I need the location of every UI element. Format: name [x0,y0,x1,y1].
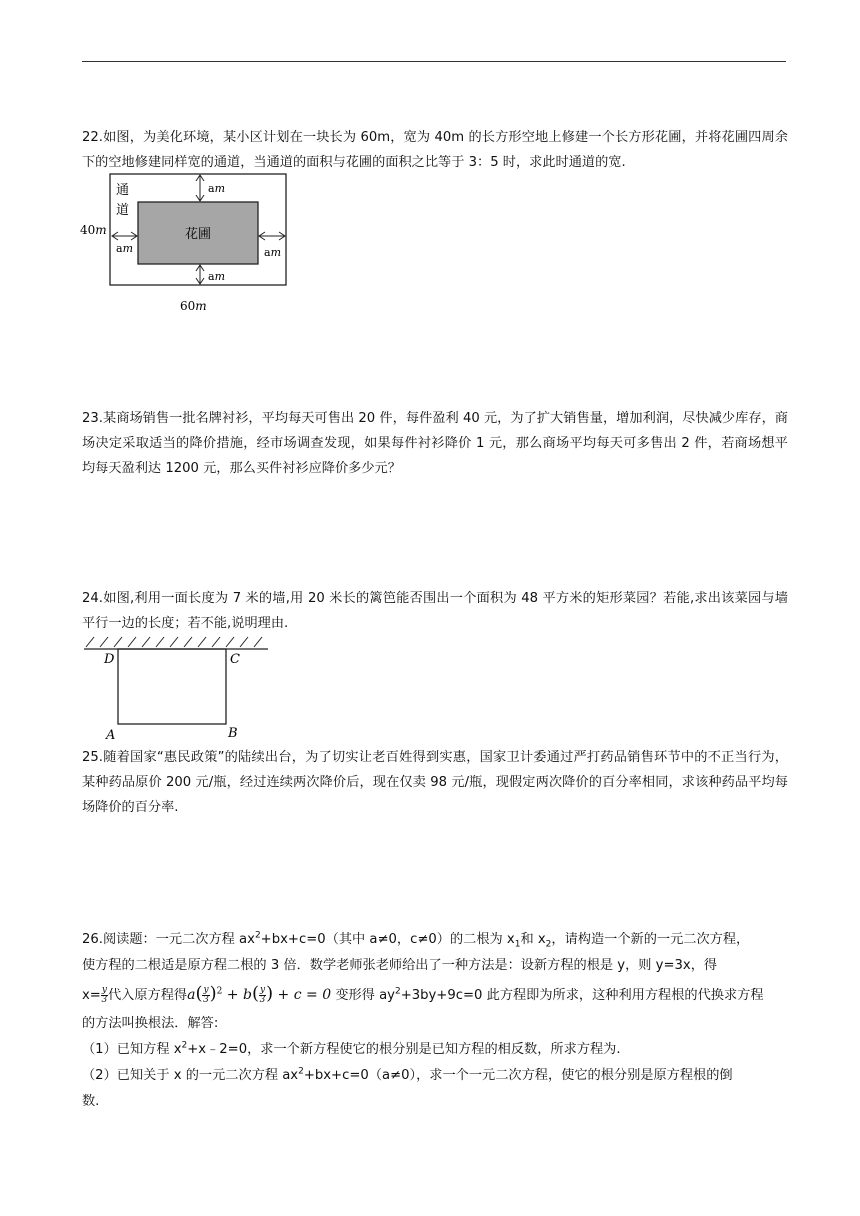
point-C: C [230,652,240,667]
svg-text:am: am [116,242,133,255]
bottom-a-label: a [208,270,215,283]
q26-line-3: x= $\frac{y}{3}$ 代入原方程得a( $\frac{y}{3}$ )$^2$ + b( $\frac{y}{3}$ ) + c = 0 变形得 $ay^2+3by+9c=0$ 此方程即为所求，这种利用方程根的代换求方程 [82,983,764,1005]
svg-text:40m: 40m [80,223,107,237]
road-label-1: 通 [116,183,130,198]
garden-figure [78,172,293,317]
height-label: 40 [80,223,96,237]
point-D: D [104,652,115,667]
fraction-y-over-3: $\frac{y}{3}$ [101,984,108,1005]
substituted-equation: a( $\frac{y}{3}$ )$^2$ + b( $\frac{y}{3}$ ) + c = 0 [187,983,332,1005]
garden-label: 花圃 [184,227,212,242]
question-25-text: 25.随着国家“惠民政策”的陆续出台，为了切实让老百姓得到实惠，国家卫计委通过严打药品销售环节中的不正当行为，某种药品原价 200 元/瓶，经过连续两次降价后，现在仅卖 98 元/瓶，现假定两次降价的百分率相同，求该种药品平均每场降价的百分率. [82,750,788,815]
q26-line-4: 的方法叫换根法．解答: [82,1016,219,1031]
point-A: A [106,728,116,742]
q26-part-2: （2）已知关于 x 的一元二次方程 $ax^2+bx+c=0(a\ne 0)$，求一个一元二次方程，使它的根分别是原方程根的倒 [82,1066,733,1083]
question-23-text: 23.某商场销售一批名牌衬衫，平均每天可售出 20 件，每件盈利 40 元，为了扩大销售量，增加利润，尽快减少库存，商场决定采取适当的降价措施，经市场调查发现，如果每件衬衫降价 1 元，那么商场平均每天可多售出 2 件，若商场想平均每天盈利达 1200 元，那么买件衬衫应降价多少元？ [82,411,788,476]
question-24-text: 24.如图,利用一面长度为 7 米的墙,用 20 米长的篱笆能否围出一个面积为 48 平方米的矩形菜园？若能,求出该菜园与墙平行一边的长度；若不能,说明理由. [82,591,788,631]
svg-text:am: am [208,270,225,283]
svg-text:60m: 60m [180,299,207,313]
q26-line-2: 使方程的二根适是原方程二根的 3 倍．数学老师张老师给出了一种方法是：设新方程的根是 y，则 y=3x，得 [82,958,718,973]
vegetable-garden-figure [82,632,272,742]
svg-text:am: am [208,182,225,195]
left-a-label: a [116,242,123,255]
svg-text:am: am [264,246,281,259]
question-22-text: 22.如图，为美化环境，某小区计划在一块长为 60m，宽为 40m 的长方形空地上修建一个长方形花圃，并将花圃四周余下的空地修建同样宽的通道，当通道的面积与花圃的面积之比等于 3：5 时，求此时通道的宽. [82,130,788,170]
question-26-block [82,927,788,1115]
q26-line-1: 26.阅读题：一元二次方程 $ax^2+bx+c=0$（其中 a≠0，c≠0）的二根为 $x_1$和 $x_2$，请构造一个新的一元二次方程， [82,930,750,950]
top-a-label: a [208,182,215,195]
q26-part-2-end: 数. [82,1094,100,1109]
right-a-label: a [264,246,271,259]
width-label: 60 [180,299,196,313]
q26-part-1: （1）已知方程 $x^2+x﹣2=0$，求一个新方程使它的根分别是已知方程的相反数，所求方程为. [82,1040,621,1057]
point-B: B [228,726,238,741]
header-rule [82,61,786,62]
road-label-2: 道 [116,203,130,218]
